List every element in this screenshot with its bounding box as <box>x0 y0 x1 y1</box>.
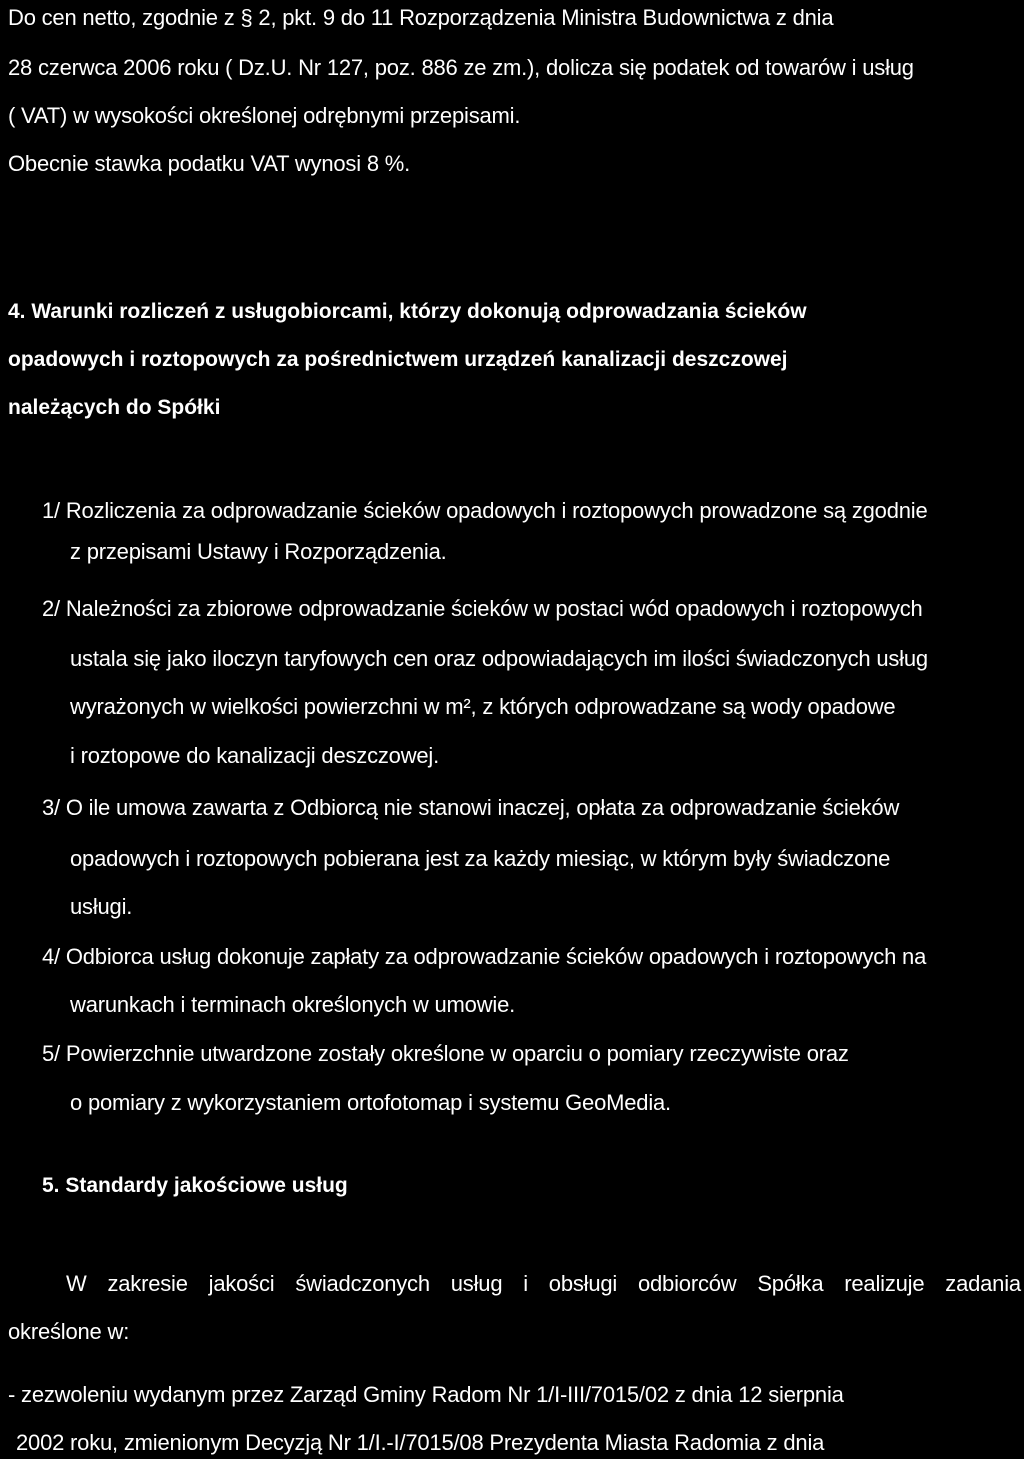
item-3-line-3: usługi. <box>70 894 133 919</box>
item-5-line-1: 5/ Powierzchnie utwardzone zostały określone w oparciu o pomiary rzeczywiste oraz <box>42 1041 849 1066</box>
word: odbiorców <box>637 1271 737 1296</box>
item-2-line-2: ustala się jako iloczyn taryfowych cen oraz odpowiadających im ilości świadczonych usług <box>70 646 928 671</box>
section-5-paragraph-line-2: określone w: <box>8 1319 130 1344</box>
word: świadczonych <box>295 1271 430 1296</box>
word: usług <box>450 1271 503 1296</box>
item-5-line-2: o pomiary z wykorzystaniem ortofotomap i systemu GeoMedia. <box>70 1090 671 1115</box>
item-2-line-4: i roztopowe do kanalizacji deszczowej. <box>70 743 440 768</box>
item-4-line-1: 4/ Odbiorca usług dokonuje zapłaty za odprowadzanie ścieków opadowych i roztopowych na <box>42 944 927 969</box>
item-3-line-1: 3/ O ile umowa zawarta z Odbiorcą nie stanowi inaczej, opłata za odprowadzanie ścieków <box>42 795 900 820</box>
item-1-line-1: 1/ Rozliczenia za odprowadzanie ścieków opadowych i roztopowych prowadzone są zgodnie <box>42 498 928 523</box>
intro-line-4: Obecnie stawka podatku VAT wynosi 8 %. <box>8 151 411 176</box>
intro-line-3: ( VAT) w wysokości określonej odrębnymi przepisami. <box>8 103 521 128</box>
word: Spółka <box>757 1271 824 1296</box>
intro-line-2: 28 czerwca 2006 roku ( Dz.U. Nr 127, poz. 886 ze zm.), dolicza się podatek od towarów i usług <box>8 55 914 80</box>
section-4-heading-line-1: 4. Warunki rozliczeń z usługobiorcami, którzy dokonują odprowadzania ścieków <box>8 300 807 323</box>
bullet-line-1: - zezwoleniu wydanym przez Zarząd Gminy Radom Nr 1/I-III/7015/02 z dnia 12 sierpnia <box>8 1382 844 1407</box>
section-5-paragraph-line-1 <box>66 1270 1021 1298</box>
word: i <box>523 1271 528 1296</box>
bullet-line-2: 2002 roku, zmienionym Decyzją Nr 1/I.-I/7015/08 Prezydenta Miasta Radomia z dnia <box>16 1430 825 1455</box>
word: zadania <box>945 1271 1021 1296</box>
intro-line-1: Do cen netto, zgodnie z § 2, pkt. 9 do 11 Rozporządzenia Ministra Budownictwa z dnia <box>8 5 834 30</box>
word: realizuje <box>844 1271 925 1296</box>
word: obsługi <box>548 1271 618 1296</box>
word: zakresie <box>107 1271 188 1296</box>
item-1-line-2: z przepisami Ustawy i Rozporządzenia. <box>70 539 447 564</box>
word: jakości <box>208 1271 275 1296</box>
item-2-line-1: 2/ Należności za zbiorowe odprowadzanie ścieków w postaci wód opadowych i roztopowych <box>42 596 923 621</box>
section-4-heading-line-3: należących do Spółki <box>8 396 221 419</box>
section-4-heading-line-2: opadowych i roztopowych za pośrednictwem urządzeń kanalizacji deszczowej <box>8 348 788 371</box>
item-2-line-3: wyrażonych w wielkości powierzchni w m², z których odprowadzane są wody opadowe <box>70 694 896 719</box>
item-3-line-2: opadowych i roztopowych pobierana jest za każdy miesiąc, w którym były świadczone <box>70 846 891 871</box>
item-4-line-2: warunkach i terminach określonych w umowie. <box>70 992 516 1017</box>
word: W <box>66 1271 87 1296</box>
section-5-heading: 5. Standardy jakościowe usług <box>42 1174 348 1197</box>
